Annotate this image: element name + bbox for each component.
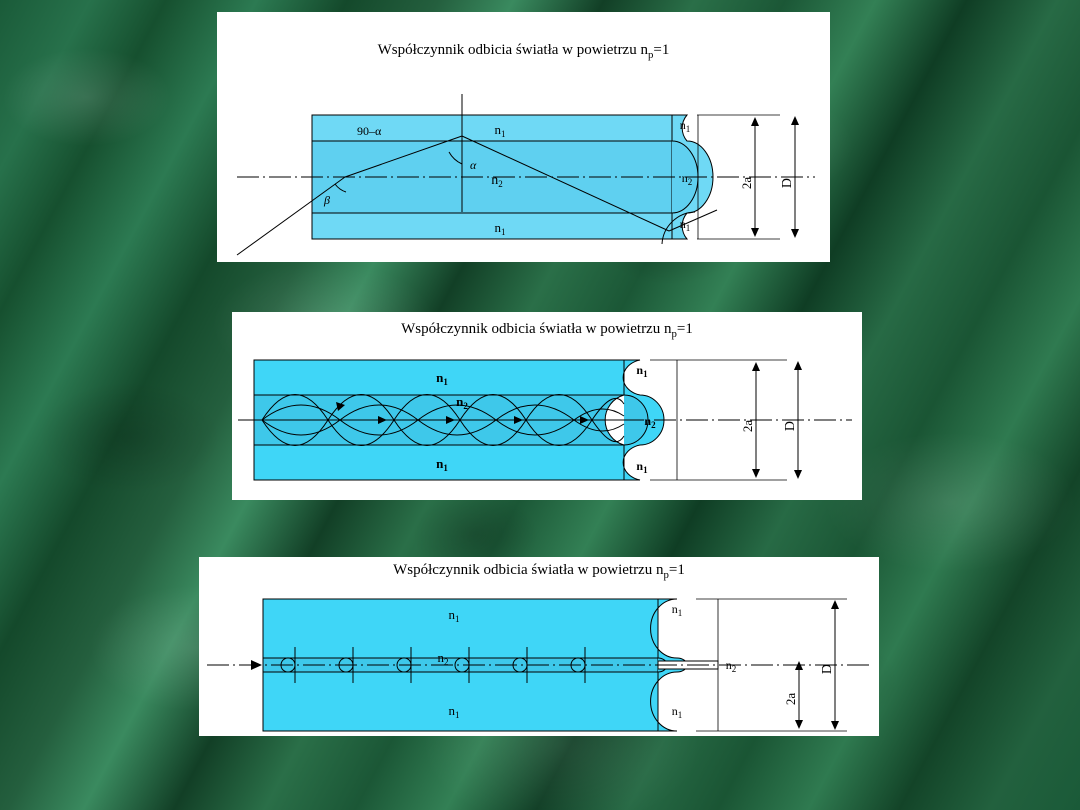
label-core-diameter: 2a xyxy=(739,176,754,190)
outer-dim-arrow-down xyxy=(794,470,802,479)
figure-multimode-step-index-ray xyxy=(217,12,830,262)
label-right-core: $n_2$ xyxy=(644,414,656,430)
label-core-diameter: 2a xyxy=(783,692,798,706)
label-core-diameter: 2a xyxy=(740,419,755,433)
label-outer-diameter: D xyxy=(783,420,798,432)
label-cladding-top: $n_1$ xyxy=(436,370,448,387)
core-dim-arrow-up xyxy=(752,362,760,371)
label-cladding-top: $n_1$ xyxy=(448,607,460,624)
outer-dim-arrow-up xyxy=(794,361,802,370)
label-right-core: $n_2$ xyxy=(681,171,693,187)
label-cladding-bottom: $n_1$ xyxy=(436,456,448,473)
label-right-bottom: $n_1$ xyxy=(671,704,683,720)
figure-1-drawing xyxy=(217,12,830,262)
figure-2-drawing xyxy=(232,312,862,500)
label-core: $n_2$ xyxy=(456,394,468,411)
outer-dim-arrow-up xyxy=(831,600,839,609)
figure-singlemode xyxy=(199,557,879,736)
outer-dim-arrow-up xyxy=(791,116,799,125)
figure-multimode-graded-index xyxy=(232,312,862,500)
cladding-bottom-region xyxy=(263,672,658,731)
label-outer-diameter: D xyxy=(780,177,795,189)
core-dim-arrow-down xyxy=(795,720,803,729)
cladding-top-region xyxy=(263,599,658,658)
label-right-top: $n_1$ xyxy=(679,118,691,134)
cladding-bottom-region xyxy=(312,213,672,239)
label-angle-alpha: α xyxy=(470,158,477,172)
label-right-core: $n_2$ xyxy=(725,658,737,674)
label-cladding-top: $n_1$ xyxy=(494,122,506,139)
label-angle-beta: β xyxy=(324,193,330,207)
outer-dim-arrow-down xyxy=(791,229,799,238)
figure-3-title: Współczynnik odbicia światła w powietrzu $n_p=1$ xyxy=(393,562,685,581)
core-dim-arrow-up xyxy=(751,117,759,126)
figure-2-title: Współczynnik odbicia światła w powietrzu $n_p=1$ xyxy=(401,321,693,340)
label-right-bottom: $n_1$ xyxy=(636,459,648,475)
label-cladding-bottom: $n_1$ xyxy=(448,703,460,720)
label-right-bottom: $n_1$ xyxy=(679,217,691,233)
label-cladding-bottom: $n_1$ xyxy=(494,220,506,237)
core-dim-arrow-down xyxy=(751,228,759,237)
figure-3-drawing xyxy=(199,557,879,736)
core-dim-arrow-down xyxy=(752,469,760,478)
figure-1-title: Współczynnik odbicia światła w powietrzu $n_p=1$ xyxy=(377,42,670,61)
label-outer-diameter: D xyxy=(820,663,835,675)
label-right-top: $n_1$ xyxy=(636,363,648,379)
label-angle-complement: 90–α xyxy=(357,124,382,138)
label-core: $n_2$ xyxy=(437,650,449,667)
input-arrow xyxy=(251,660,262,670)
label-core: $n_2$ xyxy=(491,173,503,189)
label-right-top: $n_1$ xyxy=(671,602,683,618)
outer-dim-arrow-down xyxy=(831,721,839,730)
